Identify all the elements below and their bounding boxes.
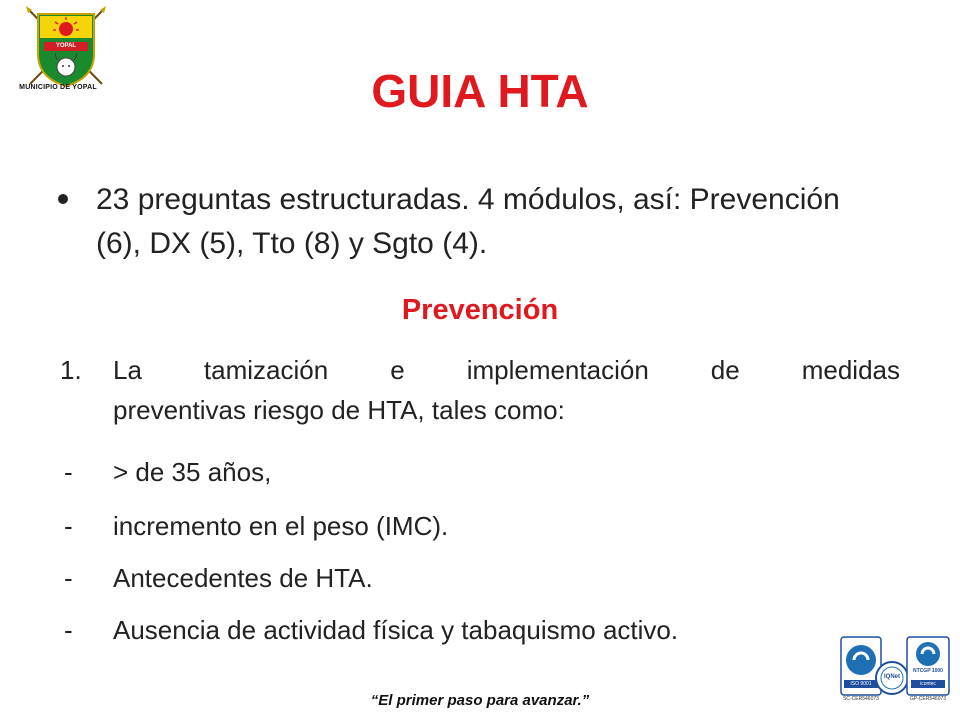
slide-footer: “El primer paso para avanzar.” <box>370 692 590 709</box>
dash-marker: - <box>64 563 73 593</box>
numbered-item-text <box>113 350 900 430</box>
slide-title: GUIA HTA <box>371 65 589 117</box>
numbered-item-marker: 1. <box>60 355 82 385</box>
badge-code: GP-CER546073 <box>909 696 947 702</box>
dash-item-text: Ausencia de actividad física y tabaquismo activo. <box>113 615 679 645</box>
section-heading: Prevención <box>401 294 559 326</box>
dash-list-item <box>60 558 900 600</box>
main-bullet-text: 23 preguntas estructuradas. 4 módulos, así: Prevención (6), DX (5), Tto (8) y Sgto (4). <box>96 183 840 260</box>
logo-caption: MUNICIPIO DE YOPAL <box>19 84 97 91</box>
dash-list-item <box>60 610 900 652</box>
dash-list-item <box>60 452 900 494</box>
dash-marker: - <box>64 511 73 541</box>
iqnet-badge <box>874 660 910 696</box>
numbered-item-line-2: preventivas riesgo de HTA, tales como: <box>113 395 565 425</box>
bullet-dot-icon <box>58 194 68 204</box>
logo-banner-text: YOPAL <box>55 43 77 49</box>
dash-marker: - <box>64 457 73 487</box>
badge-brand: icontec <box>920 681 936 687</box>
badge-code: SC-CER546073 <box>843 696 879 702</box>
badge-label: ISO 9001 <box>850 681 872 687</box>
badge-label: IQNet <box>883 674 900 680</box>
badge-label: NTCGP 1000 <box>913 668 943 674</box>
ntcgp-1000-badge <box>906 636 950 704</box>
dash-item-text: incremento en el peso (IMC). <box>113 511 449 541</box>
dash-item-text: > de 35 años, <box>113 457 272 487</box>
dash-item-text: Antecedentes de HTA. <box>113 563 373 593</box>
dash-marker: - <box>64 615 73 645</box>
dash-list-item <box>60 506 900 548</box>
numbered-item-line-1: La tamización e implementación de medidas <box>113 355 900 385</box>
